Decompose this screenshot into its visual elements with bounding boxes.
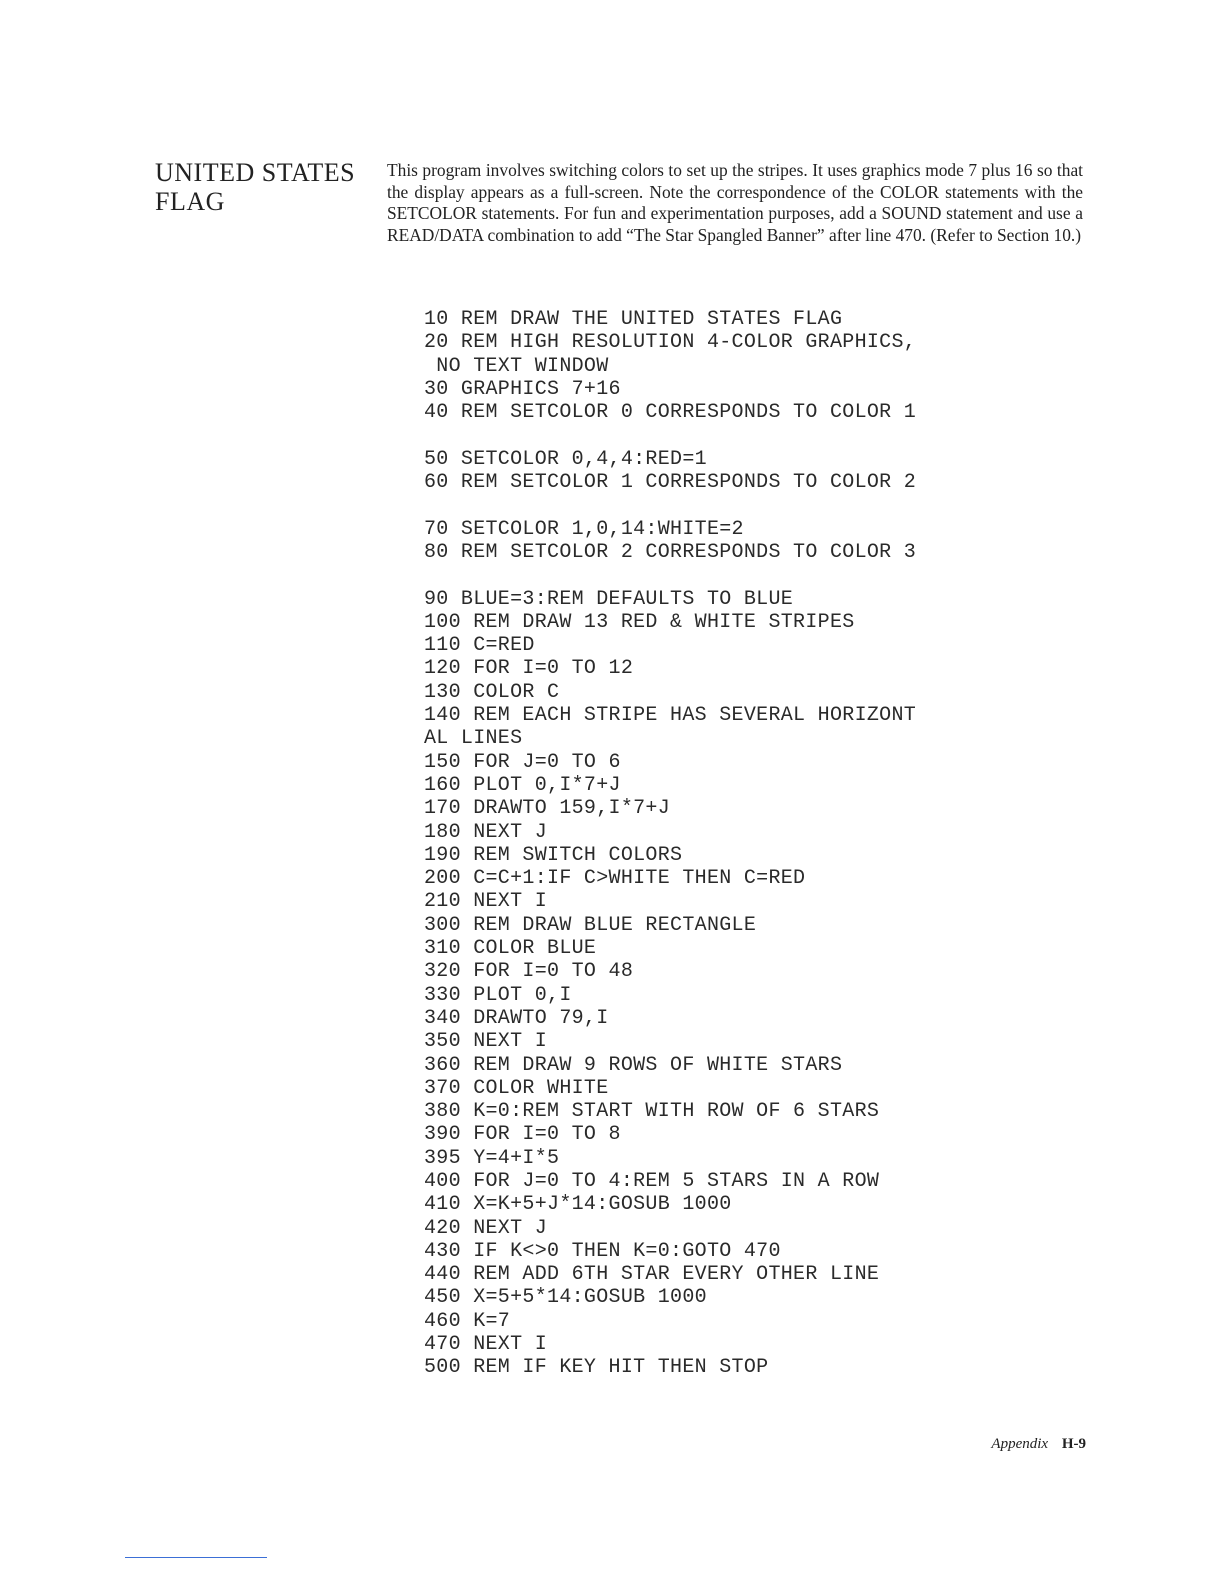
code-line: 320 FOR I=0 TO 48	[424, 960, 634, 984]
intro-paragraph: This program involves switching colors to set up the stripes. It uses graphics mode 7 plus 16 so that the display appears as a full-screen. Note the correspondence of the COLOR statements with the SETCOLOR statements. For fun and experimentation purposes, add a SOUND statement and use a READ/DATA combination to add “The Star Spangled Banner” after line 470. (Refer to Section 10.)	[387, 160, 1083, 245]
code-line: 470 NEXT I	[424, 1333, 548, 1357]
code-line: 460 K=7	[424, 1309, 511, 1333]
code-line: 180 NEXT J	[424, 820, 548, 844]
footer-page-number: H-9	[1061, 1436, 1086, 1452]
listing-blank-line	[424, 494, 1124, 517]
code-line: 360 REM DRAW 9 ROWS OF WHITE STARS	[424, 1053, 843, 1077]
listing-blank-line	[424, 564, 1124, 587]
code-line: 430 IF K<>0 THEN K=0:GOTO 470	[424, 1239, 781, 1263]
code-line: 200 C=C+1:IF C>WHITE THEN C=RED	[424, 867, 806, 891]
code-line: 60 REM SETCOLOR 1 CORRESPONDS TO COLOR 2	[424, 471, 917, 495]
code-line: 10 REM DRAW THE UNITED STATES FLAG	[424, 308, 843, 331]
code-line: NO TEXT WINDOW	[424, 354, 609, 378]
code-line: 110 C=RED	[424, 634, 535, 658]
code-line: 350 NEXT I	[424, 1030, 548, 1054]
code-line: 340 DRAWTO 79,I	[424, 1006, 609, 1030]
code-line: 100 REM DRAW 13 RED & WHITE STRIPES	[424, 610, 855, 634]
code-line: 420 NEXT J	[424, 1216, 548, 1240]
code-line: 395 Y=4+I*5	[424, 1146, 560, 1170]
code-line: AL LINES	[424, 727, 523, 751]
section-title-line1: UNITED STATES	[155, 158, 356, 187]
code-line: 50 SETCOLOR 0,4,4:RED=1	[424, 447, 707, 471]
code-line: 410 X=K+5+J*14:GOSUB 1000	[424, 1193, 732, 1217]
code-line: 130 COLOR C	[424, 680, 560, 704]
code-line: 90 BLUE=3:REM DEFAULTS TO BLUE	[424, 587, 794, 611]
code-line: 140 REM EACH STRIPE HAS SEVERAL HORIZONT	[424, 704, 917, 728]
code-line: 300 REM DRAW BLUE RECTANGLE	[424, 913, 757, 937]
code-line: 20 REM HIGH RESOLUTION 4-COLOR GRAPHICS,	[424, 331, 917, 355]
code-line: 390 FOR I=0 TO 8	[424, 1123, 621, 1147]
code-line: 330 PLOT 0,I	[424, 983, 572, 1007]
program-listing	[424, 308, 1124, 1380]
code-line: 190 REM SWITCH COLORS	[424, 843, 683, 867]
code-line: 70 SETCOLOR 1,0,14:WHITE=2	[424, 517, 744, 541]
code-line: 380 K=0:REM START WITH ROW OF 6 STARS	[424, 1100, 880, 1124]
code-line: 170 DRAWTO 159,I*7+J	[424, 797, 671, 821]
footer-appendix-label: Appendix	[991, 1436, 1049, 1452]
code-line: 120 FOR I=0 TO 12	[424, 657, 634, 681]
code-line: 150 FOR J=0 TO 6	[424, 750, 621, 774]
page-footer	[991, 1436, 1086, 1453]
code-line: 160 PLOT 0,I*7+J	[424, 773, 621, 797]
section-title-line2: FLAG	[155, 187, 225, 216]
code-line: 30 GRAPHICS 7+16	[424, 377, 621, 401]
code-line: 500 REM IF KEY HIT THEN STOP	[424, 1356, 769, 1380]
code-line: 310 COLOR BLUE	[424, 937, 597, 961]
code-line: 80 REM SETCOLOR 2 CORRESPONDS TO COLOR 3	[424, 540, 917, 564]
code-line: 450 X=5+5*14:GOSUB 1000	[424, 1286, 707, 1310]
code-line: 40 REM SETCOLOR 0 CORRESPONDS TO COLOR 1	[424, 401, 917, 425]
section-title	[155, 158, 380, 216]
code-line: 210 NEXT I	[424, 890, 548, 914]
code-line: 400 FOR J=0 TO 4:REM 5 STARS IN A ROW	[424, 1169, 880, 1193]
bottom-rule	[125, 1557, 267, 1558]
code-line: 370 COLOR WHITE	[424, 1076, 609, 1100]
listing-blank-line	[424, 424, 1124, 447]
code-line: 440 REM ADD 6TH STAR EVERY OTHER LINE	[424, 1263, 880, 1287]
